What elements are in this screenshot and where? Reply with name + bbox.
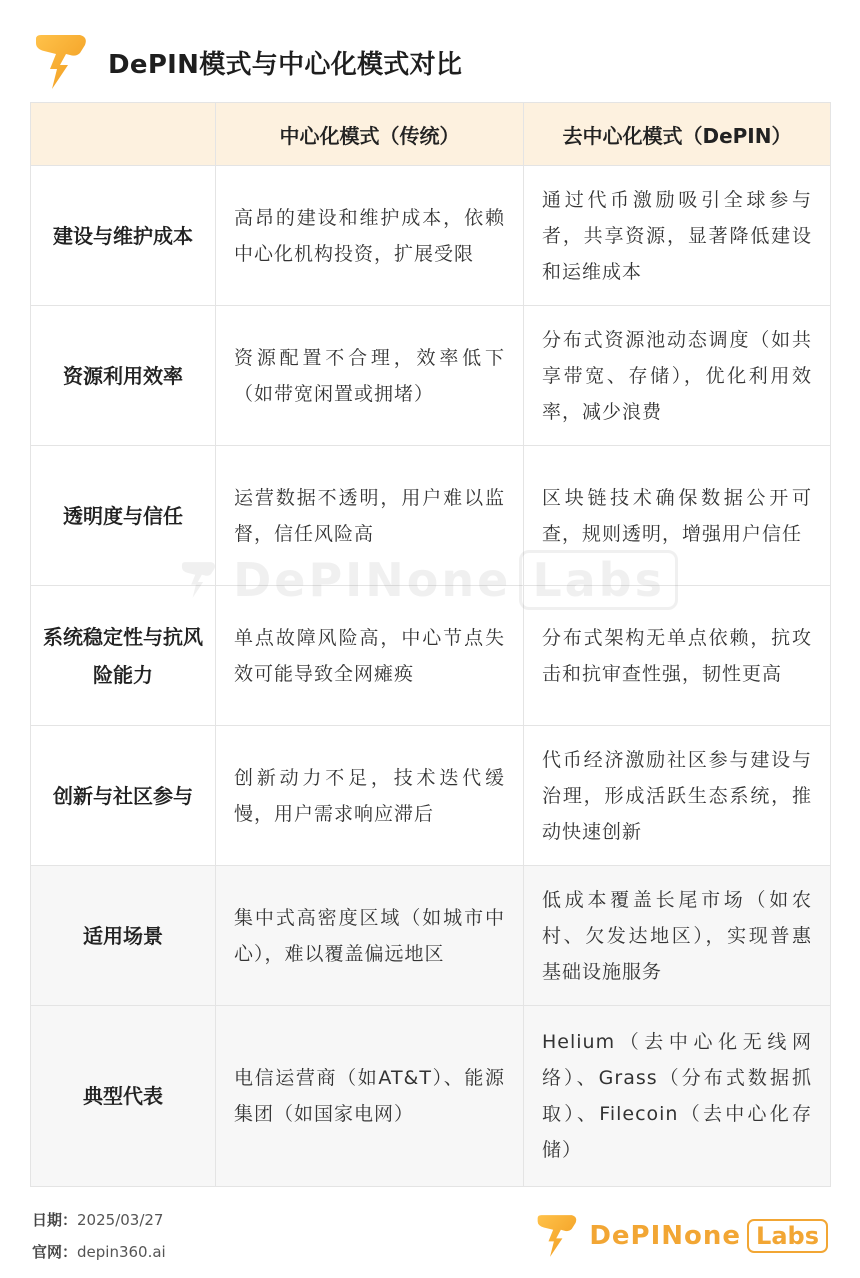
- centralized-cell: 创新动力不足，技术迭代缓慢，用户需求响应滞后: [216, 726, 524, 866]
- footer-brand-logo: [533, 1212, 828, 1260]
- date-label: 日期：: [32, 1211, 78, 1229]
- table-row: [31, 306, 831, 446]
- table-row: [31, 866, 831, 1006]
- footer-logo-icon: [533, 1212, 581, 1260]
- depin-cell: 区块链技术确保数据公开可查，规则透明，增强用户信任: [524, 446, 831, 586]
- row-label: 建设与维护成本: [31, 166, 216, 306]
- header-cell-empty: [31, 103, 216, 166]
- centralized-cell: 资源配置不合理，效率低下（如带宽闲置或拥堵）: [216, 306, 524, 446]
- footer-info: [32, 1204, 166, 1268]
- footer-brand-box: Labs: [747, 1219, 828, 1253]
- row-label: 适用场景: [31, 866, 216, 1006]
- depin-cell: 分布式资源池动态调度（如共享带宽、存储），优化利用效率，减少浪费: [524, 306, 831, 446]
- table-row: [31, 166, 831, 306]
- table-row: [31, 446, 831, 586]
- centralized-cell: 单点故障风险高，中心节点失效可能导致全网瘫痪: [216, 586, 524, 726]
- comparison-table: [30, 102, 831, 1187]
- website-label: 官网：: [32, 1243, 78, 1261]
- depin-cell: Helium（去中心化无线网络）、Grass（分布式数据抓取）、Filecoin（去中心化存储）: [524, 1006, 831, 1187]
- page-header: [30, 30, 830, 94]
- date-value: 2025/03/27: [77, 1211, 164, 1229]
- footer-brand-text: DePINone: [589, 1221, 742, 1251]
- centralized-cell: 运营数据不透明，用户难以监督，信任风险高: [216, 446, 524, 586]
- depin-cell: 通过代币激励吸引全球参与者，共享资源，显著降低建设和运维成本: [524, 166, 831, 306]
- centralized-cell: 高昂的建设和维护成本，依赖中心化机构投资，扩展受限: [216, 166, 524, 306]
- depin-cell: 分布式架构无单点依赖，抗攻击和抗审查性强，韧性更高: [524, 586, 831, 726]
- header-cell-centralized: 中心化模式（传统）: [216, 103, 524, 166]
- depin-cell: 低成本覆盖长尾市场（如农村、欠发达地区），实现普惠基础设施服务: [524, 866, 831, 1006]
- row-label: 系统稳定性与抗风险能力: [31, 586, 216, 726]
- table-row: [31, 1006, 831, 1187]
- row-label: 透明度与信任: [31, 446, 216, 586]
- centralized-cell: 电信运营商（如AT&T）、能源集团（如国家电网）: [216, 1006, 524, 1187]
- date-line: [32, 1204, 166, 1236]
- table-header-row: [31, 103, 831, 166]
- table-row: [31, 726, 831, 866]
- website-line: [32, 1236, 166, 1268]
- depinone-logo-icon: [30, 31, 92, 93]
- row-label: 资源利用效率: [31, 306, 216, 446]
- row-label: 典型代表: [31, 1006, 216, 1187]
- watermark-box-text: Labs: [519, 550, 678, 610]
- header-cell-depin: 去中心化模式（DePIN）: [524, 103, 831, 166]
- table-row: [31, 586, 831, 726]
- centralized-cell: 集中式高密度区域（如城市中心），难以覆盖偏远地区: [216, 866, 524, 1006]
- watermark-text: DePINone: [233, 553, 512, 607]
- page-title: DePIN模式与中心化模式对比: [108, 49, 463, 80]
- depin-cell: 代币经济激励社区参与建设与治理，形成活跃生态系统，推动快速创新: [524, 726, 831, 866]
- row-label: 创新与社区参与: [31, 726, 216, 866]
- website-value: depin360.ai: [77, 1243, 166, 1261]
